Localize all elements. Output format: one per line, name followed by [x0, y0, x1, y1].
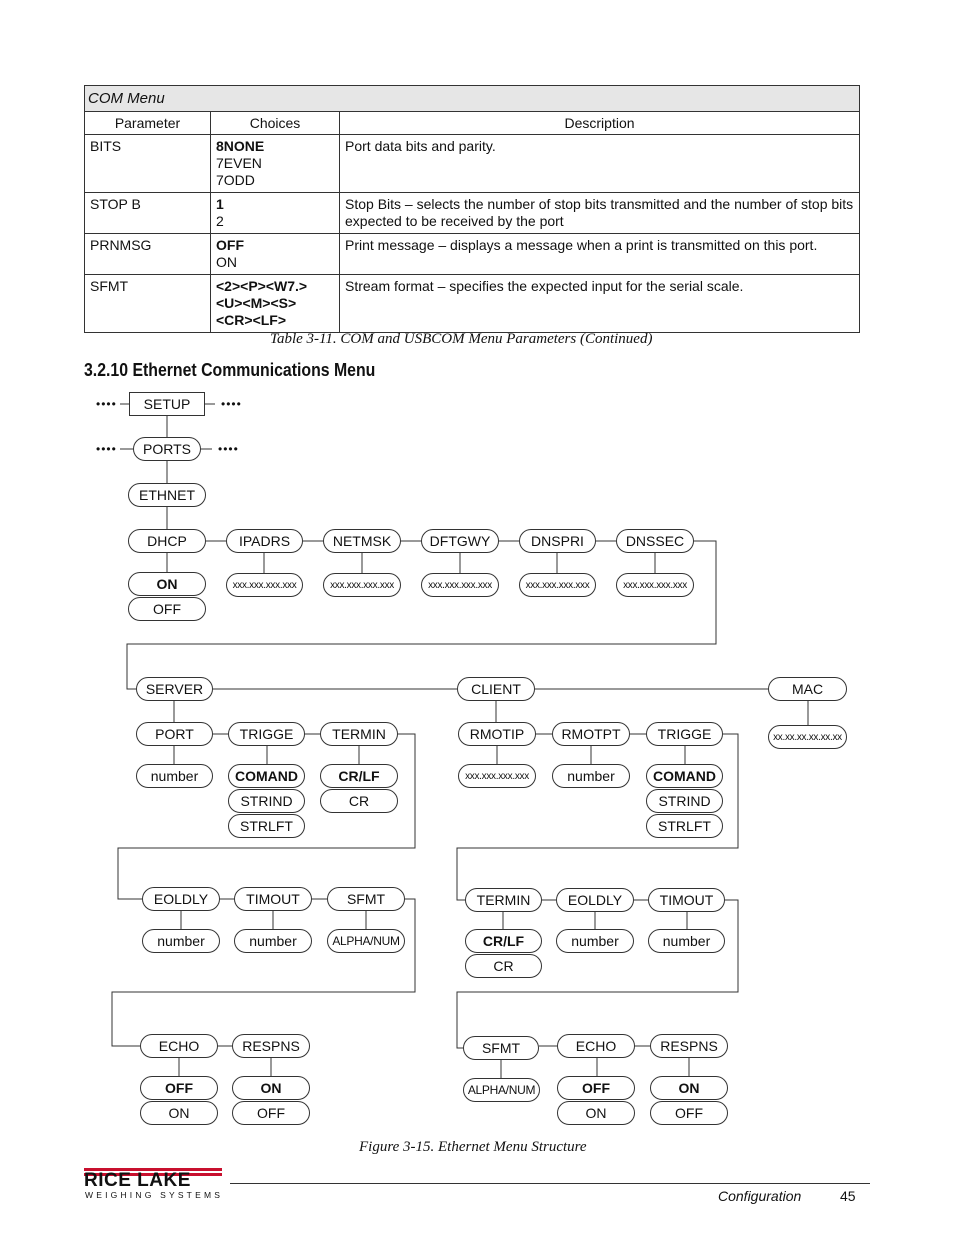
dots-left: ••••	[96, 442, 117, 456]
client-eoldly: EOLDLY	[556, 888, 634, 912]
table-menu-title: COM Menu	[85, 86, 860, 112]
server-termin: TERMIN	[320, 722, 398, 746]
choice: ON	[216, 254, 237, 270]
client-trigge-strind: STRIND	[646, 789, 723, 813]
param-cell: STOP B	[85, 193, 211, 234]
menu-ipadrs: IPADRS	[226, 529, 303, 553]
dots-right: ••••	[218, 442, 239, 456]
rice-lake-logo	[84, 1166, 224, 1200]
client-respns: RESPNS	[650, 1034, 728, 1058]
client-echo-on: ON	[557, 1101, 635, 1125]
server-respns: RESPNS	[232, 1034, 310, 1058]
client-rmotip: RMOTIP	[458, 722, 536, 746]
desc-cell: Stop Bits – selects the number of stop bits transmitted and the number of stop bits expected to be received by the port	[340, 193, 860, 234]
footer-section: Configuration	[718, 1188, 802, 1204]
menu-dftgwy: DFTGWY	[421, 529, 499, 553]
dnspri-value: xxx.xxx.xxx.xxx	[519, 573, 596, 597]
mac-value: xx.xx.xx.xx.xx.xx	[768, 725, 847, 749]
server-trigge-comand: COMAND	[228, 764, 305, 788]
choice: 2	[216, 213, 224, 229]
choice-default: 8NONE	[216, 138, 265, 154]
server-termin-crlf: CR/LF	[320, 764, 398, 788]
client-rmotpt-value: number	[552, 764, 630, 788]
client-rmotip-value: xxx.xxx.xxx.xxx	[458, 764, 536, 788]
server-port-value: number	[136, 764, 213, 788]
server-timout: TIMOUT	[234, 887, 312, 911]
server-eoldly-value: number	[142, 929, 220, 953]
server-eoldly: EOLDLY	[142, 887, 220, 911]
client-trigge-strlft: STRLFT	[646, 814, 723, 838]
server-echo-off: OFF	[140, 1076, 218, 1100]
server-respns-off: OFF	[232, 1101, 310, 1125]
client-eoldly-value: number	[556, 929, 634, 953]
server-sfmt-value: ALPHA/NUM	[327, 929, 405, 953]
server-timout-value: number	[234, 929, 312, 953]
client-sfmt-value: ALPHA/NUM	[463, 1078, 540, 1102]
dots-right: ••••	[221, 397, 242, 411]
client-echo: ECHO	[557, 1034, 635, 1058]
server-termin-cr: CR	[320, 789, 398, 813]
client-timout-value: number	[648, 929, 725, 953]
client-termin: TERMIN	[465, 888, 542, 912]
param-cell: PRNMSG	[85, 234, 211, 275]
footer-page-number: 45	[840, 1188, 856, 1204]
server-respns-on: ON	[232, 1076, 310, 1100]
client-respns-off: OFF	[650, 1101, 728, 1125]
dots-left: ••••	[96, 397, 117, 411]
menu-dhcp: DHCP	[128, 529, 206, 553]
client-respns-on: ON	[650, 1076, 728, 1100]
desc-cell: Port data bits and parity.	[340, 135, 860, 193]
desc-cell: Print message – displays a message when a print is transmitted on this port.	[340, 234, 860, 275]
dhcp-on: ON	[128, 572, 206, 596]
param-cell: SFMT	[85, 275, 211, 333]
menu-server: SERVER	[136, 677, 213, 701]
client-trigge-comand: COMAND	[646, 764, 723, 788]
server-port: PORT	[136, 722, 213, 746]
section-title: 3.2.10 Ethernet Communications Menu	[84, 360, 376, 380]
menu-ethnet: ETHNET	[128, 483, 206, 507]
choice: <U><M><S>	[216, 295, 297, 311]
dftgwy-value: xxx.xxx.xxx.xxx	[421, 573, 499, 597]
param-cell: BITS	[85, 135, 211, 193]
netmsk-value: xxx.xxx.xxx.xxx	[323, 573, 401, 597]
menu-dnssec: DNSSEC	[616, 529, 694, 553]
menu-mac: MAC	[768, 677, 847, 701]
choice-default: 1	[216, 196, 224, 212]
choice: 7EVEN	[216, 155, 262, 171]
choice-default: <2><P><W7.>	[216, 278, 308, 294]
server-trigge: TRIGGE	[228, 722, 305, 746]
choice: <CR><LF>	[216, 312, 287, 328]
footer-rule	[230, 1183, 870, 1184]
choice-default: OFF	[216, 237, 244, 253]
client-timout: TIMOUT	[648, 888, 725, 912]
menu-client: CLIENT	[457, 677, 535, 701]
logo-text: RICE LAKE	[84, 1170, 191, 1191]
server-echo: ECHO	[140, 1034, 218, 1058]
choice: 7ODD	[216, 172, 255, 188]
client-termin-cr: CR	[465, 954, 542, 978]
logo-subtext: WEIGHING SYSTEMS	[85, 1190, 224, 1200]
client-echo-off: OFF	[557, 1076, 635, 1100]
col-header-choices: Choices	[211, 112, 340, 135]
server-trigge-strind: STRIND	[228, 789, 305, 813]
server-sfmt: SFMT	[327, 887, 405, 911]
client-rmotpt: RMOTPT	[552, 722, 630, 746]
client-trigge: TRIGGE	[646, 722, 723, 746]
dnssec-value: xxx.xxx.xxx.xxx	[616, 573, 694, 597]
table-caption: Table 3-11. COM and USBCOM Menu Parameters (Continued)	[270, 331, 653, 347]
col-header-parameter: Parameter	[85, 112, 211, 135]
menu-dnspri: DNSPRI	[519, 529, 596, 553]
menu-ports: PORTS	[133, 437, 201, 461]
menu-setup: SETUP	[129, 392, 205, 416]
server-echo-on: ON	[140, 1101, 218, 1125]
server-trigge-strlft: STRLFT	[228, 814, 305, 838]
client-sfmt: SFMT	[463, 1036, 539, 1060]
dhcp-off: OFF	[128, 597, 206, 621]
menu-netmsk: NETMSK	[323, 529, 401, 553]
ipadrs-value: xxx.xxx.xxx.xxx	[226, 573, 303, 597]
desc-cell: Stream format – specifies the expected input for the serial scale.	[340, 275, 860, 333]
col-header-description: Description	[340, 112, 860, 135]
client-termin-crlf: CR/LF	[465, 929, 542, 953]
figure-caption: Figure 3-15. Ethernet Menu Structure	[359, 1139, 587, 1155]
